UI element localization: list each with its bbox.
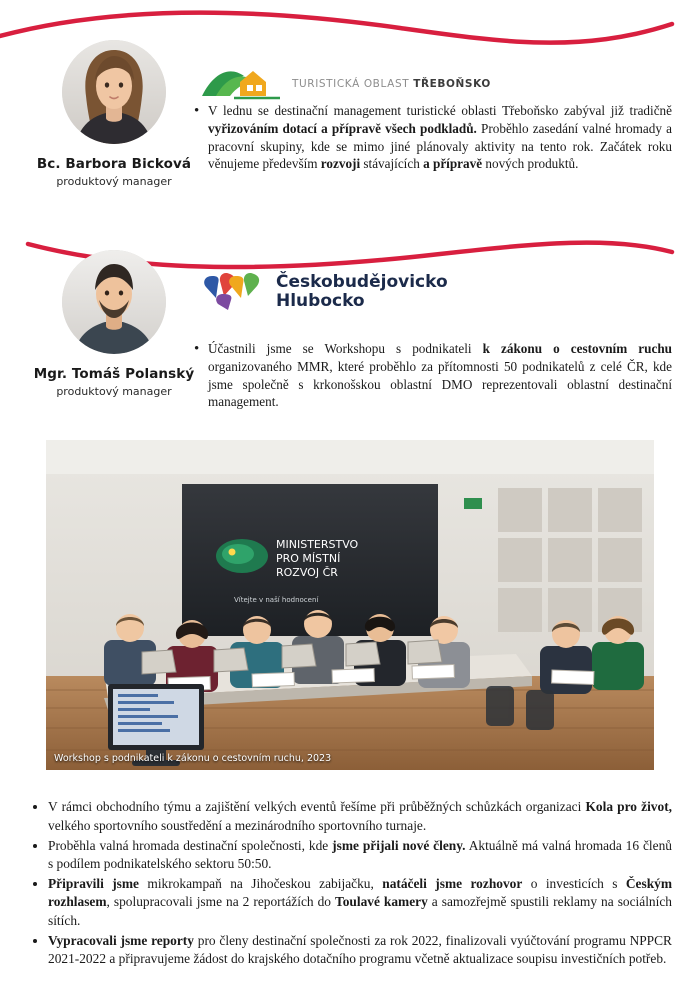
photo-caption: Workshop s podnikateli k zákonu o cestovním ruchu, 2023 xyxy=(54,753,332,764)
person-name: Bc. Barbora Bicková xyxy=(36,156,192,172)
woman-portrait-photo xyxy=(62,40,166,144)
ceskobudejovicko-hlubocko-logo xyxy=(200,268,448,315)
svg-text:PRO MÍSTNÍ: PRO MÍSTNÍ xyxy=(276,552,341,565)
list-item: • V rámci obchodního týmu a zajištění velkých eventů řešíme při průběžných schůzkách organizaci Kola pro život, velkého sportovního soustředění a mezinárodního sportovního turnaje. xyxy=(48,798,672,834)
person-role: produktový manager xyxy=(56,385,172,398)
list-item: • Proběhla valná hromada destinační společnosti, kde jsme přijali nové členy. Aktuálně má valná hromada 16 členů s podílem podnikatelského sektoru 50:50. xyxy=(48,837,672,873)
ceskobudejovicko-logo-text xyxy=(276,273,448,310)
logo-line-1: Českobudějovicko xyxy=(276,272,448,293)
person-role: produktový manager xyxy=(56,175,172,188)
person-column xyxy=(28,250,200,398)
man-portrait-photo xyxy=(62,250,166,354)
logo-line-2: Hlubocko xyxy=(276,290,365,311)
workshop-meeting-photo xyxy=(46,440,654,770)
list-item: • Účastnili jsme se Workshopu s podnikateli k zákonu o cestovním ruchu organizovaného MMR, které proběhlo za přítomnosti 50 podnikatelů z celé ČR, kde jsme společně s krkonošskou oblastní DMO reprezentovali oblastní destinační management. xyxy=(208,340,672,411)
bottom-bullet-list xyxy=(28,785,672,982)
svg-text:Vítejte v naší hodnocení: Vítejte v naší hodnocení xyxy=(234,596,319,604)
list-item: • V lednu se destinační management turistické oblasti Třeboňsko zabýval již tradičně vyřizováním dotací a přípravě všech podkladů. Proběhlo zasedání valné hromady a pracovní skupiny, kde se mimo jiné plánovaly aktivity na tento rok. Začátek roku věnujeme především rozvoji stávajících a přípravě nových produktů. xyxy=(208,102,672,173)
svg-text:ROZVOJ ČR: ROZVOJ ČR xyxy=(276,566,338,579)
list-item: • Připravili jsme mikrokampaň na Jihočeskou zabijačku, natáčeli jsme rozhovor o investicích s Českým rozhlasem, spolupracovali jsme na 2 reportážích do Toulavé kamery a samozřejmě spustili reklamy na sociálních sítích. xyxy=(48,875,672,930)
trebonsko-logo-text: TURISTICKÁ OBLAST TŘEBOŇSKO xyxy=(292,77,491,90)
hearts-icon xyxy=(200,268,266,315)
ceskobudejovicko-bullets xyxy=(190,340,672,415)
person-name: Mgr. Tomáš Polanský xyxy=(33,366,195,382)
list-item: • Vypracovali jsme reporty pro členy destinační společnosti za rok 2022, finalizovali vyúčtování programu NPPCR 2021-2022 a připravujeme žádost do krajského dotačního programu včetně aktualizace soupisu investičních potřeb. xyxy=(48,932,672,968)
svg-text:MINISTERSTVO: MINISTERSTVO xyxy=(276,538,359,551)
person-column xyxy=(28,40,200,188)
trebonsko-bullets xyxy=(190,102,672,177)
